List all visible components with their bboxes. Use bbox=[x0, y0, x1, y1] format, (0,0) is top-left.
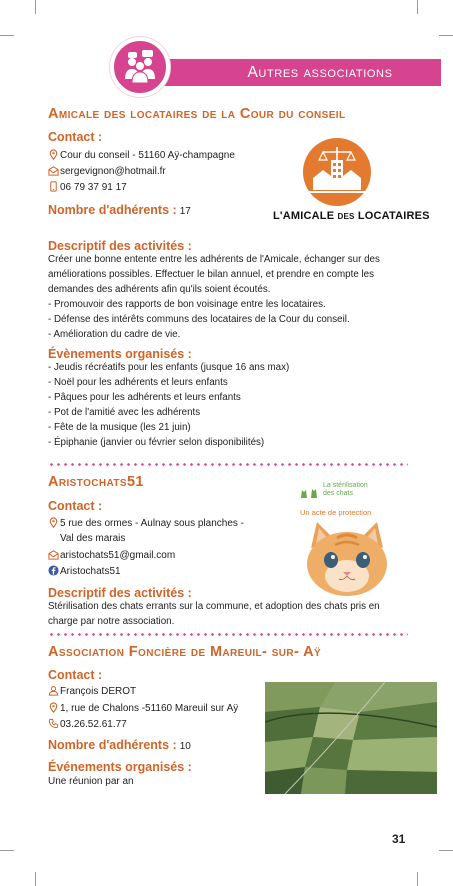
address-text: 5 rue des ormes - Aulnay sous planches - bbox=[60, 518, 244, 529]
members-row bbox=[48, 203, 191, 217]
crop-mark bbox=[35, 872, 36, 886]
contact-label: Contact : bbox=[48, 499, 103, 513]
email-line bbox=[48, 548, 175, 564]
image-subtitle: Un acte de protection bbox=[300, 508, 372, 517]
paragraph-line: - Amélioration du cadre de vie. bbox=[48, 329, 181, 340]
contact-label: Contact : bbox=[48, 668, 103, 682]
section-title-amicale: Amicale des locataires de la Cour du conseil bbox=[48, 106, 346, 122]
building-scales-icon bbox=[303, 138, 371, 206]
address-text: Cour du conseil - 51160 Aÿ-champagne bbox=[60, 150, 235, 161]
location-pin-icon bbox=[48, 702, 59, 713]
phone-icon bbox=[48, 718, 59, 729]
address-line bbox=[48, 516, 244, 532]
list-item: - Épiphanie (janvier ou février selon disponibilités) bbox=[48, 437, 265, 448]
person-line bbox=[48, 684, 136, 700]
list-item: - Fête de la musique (les 21 juin) bbox=[48, 422, 191, 433]
members-label: Nombre d'adhérents : bbox=[48, 203, 177, 217]
members-value: 10 bbox=[179, 741, 191, 752]
crop-mark bbox=[35, 0, 36, 14]
facebook-icon bbox=[48, 565, 59, 576]
cat-sterilisation-image bbox=[295, 482, 405, 592]
page-title: Autres associations bbox=[247, 64, 393, 81]
phone-line bbox=[48, 180, 127, 196]
section-divider bbox=[48, 463, 408, 466]
logo-caption: L'AMICALE DES LOCATAIRES bbox=[273, 210, 430, 222]
cats-silhouette-icon bbox=[300, 485, 320, 499]
activities-text bbox=[48, 599, 408, 629]
address-line bbox=[48, 701, 238, 717]
crop-mark bbox=[417, 872, 418, 886]
image-title: La stérilisation des chats bbox=[323, 482, 368, 497]
list-item: - Pâques pour les adhérents et leurs enfants bbox=[48, 392, 241, 403]
crop-mark bbox=[439, 850, 453, 851]
activities-text bbox=[48, 252, 408, 342]
crop-mark bbox=[417, 0, 418, 14]
paragraph-line: - Promouvoir des rapports de bon voisinage entre les locataires. bbox=[48, 299, 326, 310]
person-icon bbox=[48, 685, 59, 696]
crop-mark bbox=[439, 35, 453, 36]
crop-mark bbox=[0, 850, 14, 851]
list-item: - Noël pour les adhérents et leurs enfants bbox=[48, 377, 228, 388]
section-title-fonciere: Association Foncière de Mareuil- sur- Aÿ bbox=[48, 644, 322, 660]
paragraph-line: charge par notre association. bbox=[48, 616, 175, 627]
address-text: 1, rue de Chalons -51160 Mareuil sur Aÿ bbox=[60, 703, 239, 714]
amicale-logo bbox=[273, 138, 430, 230]
events-label: Événements organisés : bbox=[48, 760, 192, 774]
email-icon bbox=[48, 165, 59, 176]
email-link[interactable]: aristochats51@gmail.com bbox=[60, 550, 176, 561]
phone-line bbox=[48, 717, 127, 733]
location-pin-icon bbox=[48, 517, 59, 528]
email-link[interactable]: sergevignon@hotmail.fr bbox=[60, 166, 166, 177]
section-divider bbox=[48, 633, 408, 636]
activities-label: Descriptif des activités : bbox=[48, 239, 192, 253]
email-icon bbox=[48, 549, 59, 560]
logo-disc bbox=[303, 138, 371, 206]
page-number: 31 bbox=[392, 832, 406, 846]
crop-mark bbox=[0, 35, 14, 36]
contact-label: Contact : bbox=[48, 130, 103, 144]
activities-label: Descriptif des activités : bbox=[48, 586, 192, 600]
email-line bbox=[48, 164, 166, 180]
events-label: Évènements organisés : bbox=[48, 347, 192, 361]
events-text: Une réunion par an bbox=[48, 776, 134, 787]
members-value: 17 bbox=[179, 206, 191, 217]
kitten-illustration bbox=[297, 518, 397, 596]
address-line-2: Val des marais bbox=[60, 533, 126, 544]
members-label: Nombre d'adhérents : bbox=[48, 738, 177, 752]
events-list bbox=[48, 360, 408, 450]
paragraph-line: demandes des adhérents afin qu'ils soient écoutés. bbox=[48, 284, 271, 295]
paragraph-line: Stérilisation des chats errants sur la commune, et adoption des chats pris en bbox=[48, 601, 380, 612]
phone-text: 06 79 37 91 17 bbox=[60, 182, 127, 193]
location-pin-icon bbox=[48, 149, 59, 160]
section-title-aristochats: Aristochats51 bbox=[48, 474, 144, 490]
person-name: François DEROT bbox=[60, 686, 137, 697]
mobile-phone-icon bbox=[48, 181, 59, 192]
phone-text: 03.26.52.61.77 bbox=[60, 719, 127, 730]
facebook-line bbox=[48, 564, 121, 580]
aerial-fields-photo bbox=[265, 682, 437, 794]
paragraph-line: Créer une bonne entente entre les adhérents de l'Amicale, échanger sur des bbox=[48, 254, 380, 265]
list-item: - Jeudis récréatifs pour les enfants (jusque 16 ans max) bbox=[48, 362, 290, 373]
fields-landscape-graphic bbox=[265, 682, 437, 794]
people-group-icon bbox=[110, 37, 170, 97]
address-line bbox=[48, 148, 235, 164]
members-row bbox=[48, 738, 191, 752]
facebook-link[interactable]: Aristochats51 bbox=[60, 566, 121, 577]
paragraph-line: améliorations possibles. Effectuer le bilan annuel, et prendre en compte les bbox=[48, 269, 375, 280]
paragraph-line: - Défense des intérêts communs des locataires de la Cour du conseil. bbox=[48, 314, 350, 325]
list-item: - Pot de l'amitié avec les adhérents bbox=[48, 407, 201, 418]
